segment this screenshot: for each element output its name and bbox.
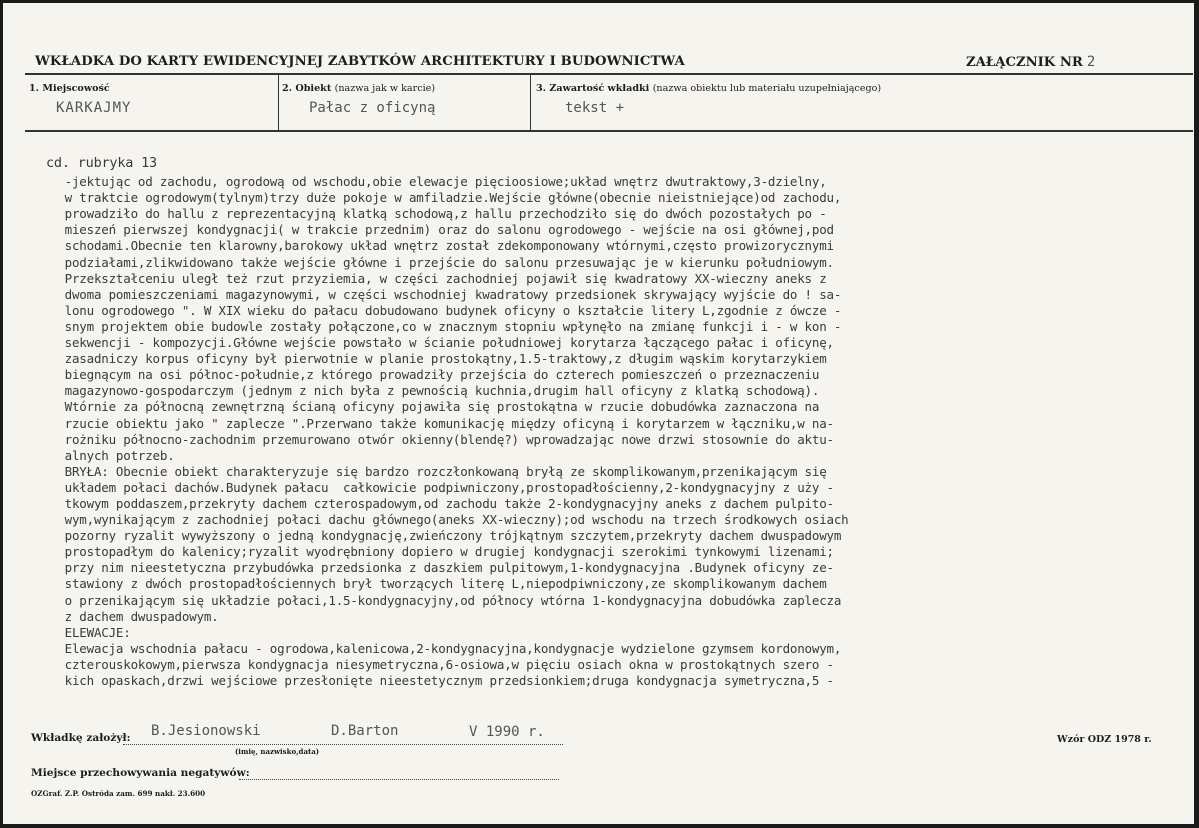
- body-line: magazynowo-gospodarczym (jednym z nich była z pewnością kuchnia,drugim hall oficyny z klatką schodową).: [50, 383, 820, 399]
- body-line: tkowym poddaszem,przekryty dachem czterospadowym,od zachodu także 2-kondygnacyjny aneks z dachem pulpito-: [50, 495, 834, 511]
- body-line: Elewacja wschodnia pałacu - ogrodowa,kalenicowa,2-kondygnacyjna,kondygnacje wydzielone gzymsem kordonowym,: [50, 640, 842, 656]
- attachment-value: 2: [1086, 54, 1096, 70]
- body-line: alnych potrzeb.: [50, 447, 175, 463]
- body-line: wym,wynikającym z zachodniej połaci dachu głównego(aneks XX-wieczny);od wschodu na trzech środkowych osiach: [50, 512, 849, 528]
- attachment-number: [966, 54, 1095, 70]
- body-line: ELEWACJE:: [50, 624, 131, 640]
- field-1-value: KARKAJMY: [56, 100, 132, 116]
- body-line: Przekształceniu uległ też rzut przyziemia, w części zachodniej pojawił się kwadratowy XX-wieczny aneks z: [50, 270, 827, 286]
- negatives-location-line: [239, 779, 559, 780]
- field-3-label: [536, 83, 881, 94]
- body-line: biegnącym na osi północ-południe,z którego prowadziły przejścia do czterech pomieszczeń o przeznaczeniu: [50, 367, 820, 383]
- body-line: dwoma pomieszczeniami magazynowymi, w części wschodniej kwadratowy przedsionek skrywający wyjście do ! sa-: [50, 286, 842, 302]
- printer-info: OZGraf. Z.P. Ostróda zam. 699 nakł. 23.600: [31, 789, 206, 798]
- body-line: BRYŁA: Obecnie obiekt charakteryzuje się bardzo rozczłonkowaną bryłą ze skomplikowanym,przenikającym się: [50, 463, 827, 479]
- document-sheet: [3, 3, 1194, 824]
- body-line: rożniku północno-zachodnim przemurowano otwór okienny(blendę?) wprowadzając nowe drzwi stosownie do aktu-: [50, 431, 834, 447]
- body-line: układem połaci dachów.Budynek pałacu całkowicie podpiwniczony,prostopadłościenny,2-kondygnacyjny z uży -: [50, 479, 834, 495]
- prepared-by-label: Wkładkę założył:: [31, 732, 131, 744]
- field-divider-2: [530, 75, 531, 130]
- field-2-label: [282, 83, 435, 94]
- header-rule-bottom: [25, 130, 1193, 132]
- attachment-label: ZAŁĄCZNIK NR: [966, 55, 1083, 70]
- form-code: Wzór ODZ 1978 r.: [1057, 734, 1152, 745]
- body-line: czterouskokowym,pierwsza kondygnacja niesymetryczna,6-osiowa,w pięciu osiach okna w prostokątnych szero -: [50, 656, 834, 672]
- body-line: pozorny ryzalit wywyższony o jedną kondygnację,zwieńczony trójkątnym szczytem,przekryty dachem dwuspadowym: [50, 528, 842, 544]
- field-2-hint: (nazwa jak w karcie): [334, 83, 436, 94]
- field-2-title: 2. Obiekt: [282, 83, 332, 94]
- body-line: o przenikającym się układzie połaci,1.5-kondygnacyjny,od północy wtórna 1-kondygnacyjna dobudówka zaplecza: [50, 592, 842, 608]
- body-line: w traktcie ogrodowym(tylnym)trzy duże pokoje w amfiladzie.Wejście główne(obecnie nieistniejące)od zachodu,: [50, 190, 842, 206]
- field-2-value: Pałac z oficyną: [309, 100, 436, 116]
- field-1-label: 1. Miejscowość: [29, 83, 110, 94]
- body-line: rzucie obiektu jako " zaplecze ".Przerwano także komunikację między oficyną i korytarzem w łączniku,w na-: [50, 415, 834, 431]
- body-line: prowadziło do hallu z reprezentacyjną klatką schodową,z hallu przechodziło się do dwóch pozostałych po -: [50, 206, 827, 222]
- body-line: podziałami,zlikwidowano także wejście główne i przejście do salonu przesuwając je w kierunku południowym.: [50, 254, 834, 270]
- author-1: B.Jesionowski: [151, 723, 261, 739]
- date-value: V 1990 r.: [469, 724, 545, 740]
- prepared-by-line: [123, 744, 563, 745]
- body-line: prostopadłym do kalenicy;ryzalit wyodrębniony dopiero w drugiej kondygnacji szerokimi tynkowymi lizenami;: [50, 544, 834, 560]
- body-line: stawiony z dwóch prostopadłościennych brył tworzących literę L,niepodpiwniczony,ze skomplikowanym dachem: [50, 576, 827, 592]
- body-line: lonu ogrodowego ". W XIX wieku do pałacu dobudowano budynek oficyny o kształcie litery L,zgodnie z ówcze -: [50, 302, 842, 318]
- field-3-hint: (nazwa obiektu lub materiału uzupełniającego): [652, 83, 882, 94]
- field-3-value: tekst +: [565, 100, 625, 116]
- body-line: snym projektem obie budowle zostały połączone,co w znacznym stopniu wpłynęło na zmianę funkcji i - w kon -: [50, 318, 842, 334]
- field-divider-1: [278, 75, 279, 130]
- body-line: przy nim nieestetyczna przybudówka przedsionka z daszkiem pulpitowym,1-kondygnacyjna .Budynek oficyny ze-: [50, 560, 834, 576]
- prepared-by-hint: (imię, nazwisko,data): [235, 747, 320, 756]
- body-line: kich opaskach,drzwi wejściowe przesłonięte nieestetycznym przedsionkiem;druga kondygnacja symetryczna,5 -: [50, 673, 834, 688]
- negatives-location-label: Miejsce przechowywania negatywów:: [31, 767, 250, 779]
- continuation-heading: cd. rubryka 13: [46, 155, 157, 171]
- body-line: schodami.Obecnie ten klarowny,barokowy układ wnętrz został zdekomponowany wtórnymi,często prowizorycznymi: [50, 238, 834, 254]
- body-line: zasadniczy korpus oficyny był pierwotnie w planie prostokątny,1.5-traktowy,z długim wąskim korytarzykiem: [50, 351, 827, 367]
- author-2: D.Barton: [331, 723, 399, 739]
- typed-body-text: [46, 155, 1150, 689]
- body-line: -jektując od zachodu, ogrodową od wschodu,obie elewacje pięcioosiowe;układ wnętrz dwutraktowy,3-dzielny,: [50, 174, 827, 190]
- body-line: sekwencji - kompozycji.Główne wejście powstało w ścianie południowej korytarza łączącego pałac i oficynę,: [50, 335, 834, 351]
- body-line: mieszeń pierwszej kondygnacji( w trakcie przednim) oraz do salonu ogrodowego - wejście na osi głównej,pod: [50, 222, 834, 238]
- form-title: WKŁADKA DO KARTY EWIDENCYJNEJ ZABYTKÓW ARCHITEKTURY I BUDOWNICTWA: [35, 54, 685, 69]
- field-3-title: 3. Zawartość wkładki: [536, 83, 650, 94]
- body-line: Wtórnie za północną zewnętrzną ścianą oficyny pojawiła się prostokątna w rzucie dobudówka zaznaczona na: [50, 399, 820, 415]
- body-line: z dachem dwuspadowym.: [50, 608, 219, 624]
- header-rule-top: [25, 73, 1193, 75]
